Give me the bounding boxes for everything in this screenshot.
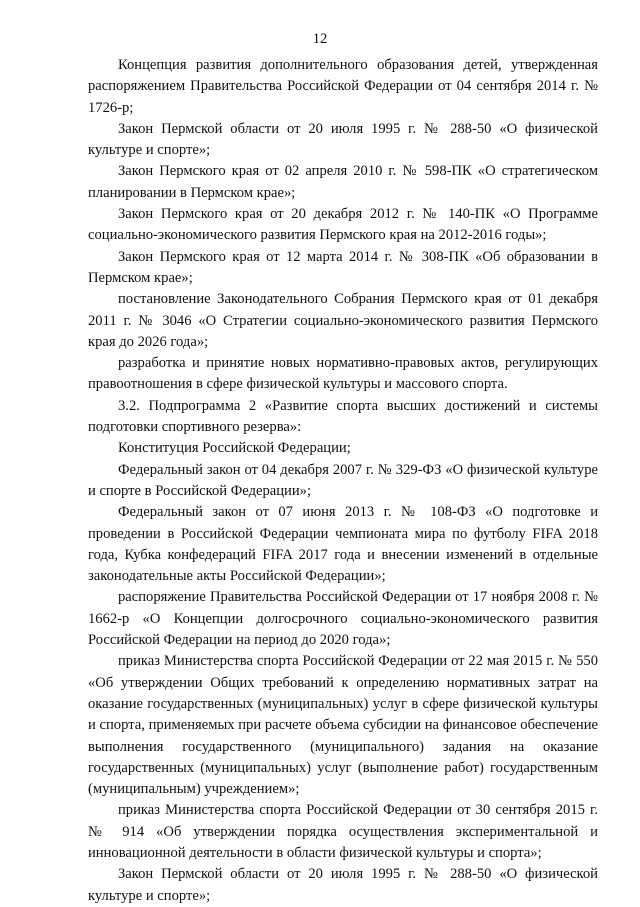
paragraph: Конституция Российской Федерации; <box>118 440 351 457</box>
section-heading: 3.2. Подпрограмма 2 «Развитие спорта высших достижений и системы подготовки спортивного резерва»: <box>88 397 598 436</box>
paragraph: распоряжение Правительства Российской Федерации от 17 ноября 2008 г. № 1662-р «О Концепции долгосрочного социально-экономического развития Российской Федерации на период до 2020 года»; <box>88 589 598 649</box>
paragraph: Федеральный закон от 04 декабря 2007 г. № 329-ФЗ «О физической культуре и спорте в Российской Федерации»; <box>88 461 598 499</box>
paragraph: Закон Пермского края от 02 апреля 2010 г. № 598-ПК «О стратегическом планировании в Пермском крае»; <box>88 163 598 201</box>
paragraph: Федеральный закон от 07 июня 2013 г. № 108-ФЗ «О подготовке и проведении в Российской Федерации чемпионата мира по футболу FIFA 2018 года, Кубка конфедераций FIFA 2017 года и внесении изменений в отдельные законодательные акты Российской Федерации»; <box>88 504 598 585</box>
paragraph: постановление Законодательного Собрания Пермского края от 01 декабря 2011 г. № 3046 «О Стратегии социально-экономического развития Пермского края до 2026 года»; <box>88 291 598 350</box>
paragraph: Закон Пермской области от 20 июля 1995 г. № 288-50 «О физической культуре и спорте»; <box>88 120 598 159</box>
paragraph: разработка и принятие новых нормативно-правовых актов, регулирующих правоотношения в сфере физической культуры и массового спорта. <box>88 355 598 393</box>
paragraph: Концепция развития дополнительного образования детей, утвержденная распоряжением Правительства Российской Федерации от 04 сентября 2014 г. № 1726-р; <box>88 57 598 116</box>
paragraph: Закон Пермского края от 12 марта 2014 г. № 308-ПК «Об образовании в Пермском крае»; <box>88 248 598 286</box>
paragraph: Закон Пермской области от 20 июля 1995 г. № 288-50 «О физической культуре и спорте»; <box>88 866 598 904</box>
paragraph: приказ Министерства спорта Российской Федерации от 30 сентября 2015 г. № 914 «Об утверждении порядка осуществления экспериментальной и инновационной деятельности в области физической культуры и спорта»; <box>88 802 598 861</box>
paragraph: приказ Министерства спорта Российской Федерации от 22 мая 2015 г. № 550 «Об утверждении Общих требований к определению нормативных затрат на оказание государственных (муниципальных) услуг в сфере физической культуры и спорта, применяемых при расчете объема субсидии на финансовое обеспечение выполнения государственного (муниципального) задания на оказание государственных (муниципальных) услуг (выполнение работ) государственным (муниципальным) учреждением»; <box>88 653 598 798</box>
page-number: 12 <box>312 31 328 47</box>
paragraph: Закон Пермского края от 20 декабря 2012 г. № 140-ПК «О Программе социально-экономического развития Пермского края на 2012-2016 годы»; <box>88 206 598 244</box>
document-body <box>88 55 598 907</box>
